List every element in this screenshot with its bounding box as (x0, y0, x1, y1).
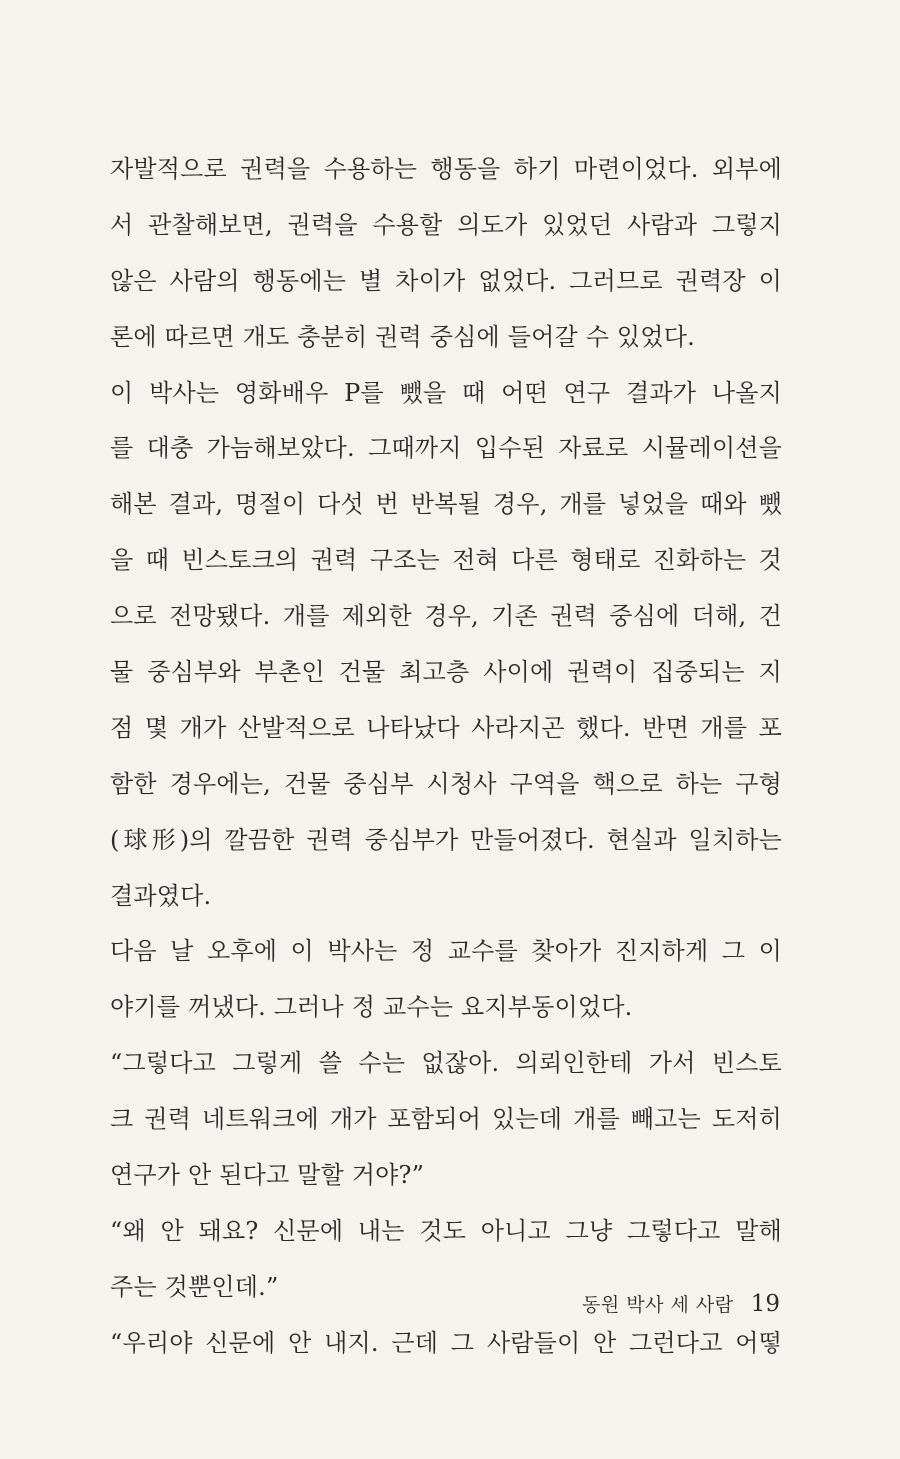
text-line: 결과였다. (110, 881, 212, 910)
body-text (110, 142, 782, 1372)
text-line: 점 몇 개가 산발적으로 나타났다 사라지곤 했다. 반면 개를 포 (110, 713, 782, 742)
text-line: 크 권력 네트워크에 개가 포함되어 있는데 개를 빼고는 도저히 (110, 1105, 782, 1134)
text-line: 연구가 안 된다고 말할 거야?” (110, 1161, 425, 1190)
text-line: (球形)의 깔끔한 권력 중심부가 만들어졌다. 현실과 일치하는 (110, 825, 782, 854)
text-line: 자발적으로 권력을 수용하는 행동을 하기 마련이었다. 외부에 (110, 155, 782, 183)
text-line: 주는 것뿐인데.” (110, 1272, 279, 1301)
page-number: 19 (750, 1291, 780, 1317)
text-line: “왜 안 돼요? 신문에 내는 것도 아니고 그냥 그렇다고 말해 (110, 1216, 782, 1245)
text-line: 론에 따르면 개도 충분히 권력 중심에 들어갈 수 있었다. (110, 322, 695, 351)
text-line: 않은 사람의 행동에는 별 차이가 없었다. 그러므로 권력장 이 (110, 266, 782, 295)
text-line: “우리야 신문에 안 내지. 근데 그 사람들이 안 그런다고 어떻 (110, 1328, 782, 1357)
text-line: “그렇다고 그렇게 쓸 수는 없잖아. 의뢰인한테 가서 빈스토 (110, 1049, 782, 1078)
text-line: 해본 결과, 명절이 다섯 번 반복될 경우, 개를 넣었을 때와 뺐 (110, 490, 782, 519)
text-line: 다음 날 오후에 이 박사는 정 교수를 찾아가 진지하게 그 이 (110, 937, 782, 966)
text-line: 함한 경우에는, 건물 중심부 시청사 구역을 핵으로 하는 구형 (110, 769, 782, 798)
text-line: 이 박사는 영화배우 P를 뺐을 때 어떤 연구 결과가 나올지 (110, 378, 782, 407)
text-line: 으로 전망됐다. 개를 제외한 경우, 기존 권력 중심에 더해, 건 (110, 602, 782, 631)
page-footer (582, 1290, 780, 1317)
text-line: 를 대충 가늠해보았다. 그때까지 입수된 자료로 시뮬레이션을 (110, 434, 782, 463)
text-line: 야기를 꺼냈다. 그러나 정 교수는 요지부동이었다. (110, 993, 633, 1022)
text-line: 서 관찰해보면, 권력을 수용할 의도가 있었던 사람과 그렇지 (110, 210, 782, 239)
running-title: 동원 박사 세 사람 (582, 1294, 734, 1316)
text-line: 을 때 빈스토크의 권력 구조는 전혀 다른 형태로 진화하는 것 (110, 546, 782, 575)
text-line: 물 중심부와 부촌인 건물 최고층 사이에 권력이 집중되는 지 (110, 658, 782, 687)
